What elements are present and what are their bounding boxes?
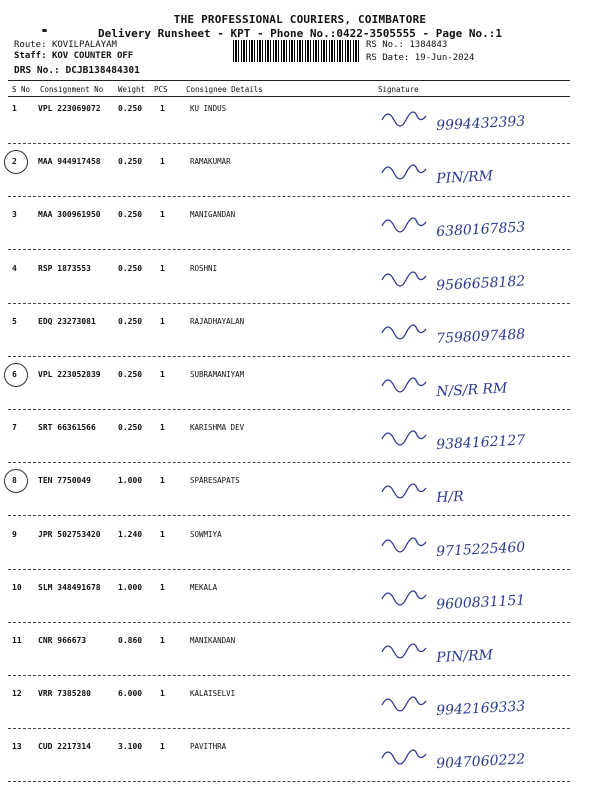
signature-area (376, 419, 566, 459)
row-weight: 0.250 (118, 104, 143, 113)
row-consignment: VRR 7385280 (38, 689, 91, 698)
row-separator (8, 303, 570, 304)
col-sno: S No (12, 85, 31, 94)
runsheet-subtitle: Delivery Runsheet - KPT - Phone No.:0422-3505555 - Page No.:1 (98, 27, 502, 40)
col-signature: Signature (378, 85, 419, 94)
row-sno: 7 (12, 423, 17, 432)
row-weight: 0.250 (118, 264, 143, 273)
row-consignment: CUD 2217314 (38, 742, 91, 751)
col-pcs: PCS (154, 85, 168, 94)
signature-handwriting: 9942169333 (435, 698, 526, 720)
row-consignment: CNR 966673 (38, 636, 87, 645)
row-pcs: 1 (160, 264, 165, 273)
signature-area (376, 206, 566, 246)
signature-scribble (382, 165, 426, 179)
row-separator (8, 249, 570, 250)
col-consignee: Consignee Details (186, 85, 263, 94)
row-weight: 3.100 (118, 742, 143, 751)
row-sno: 9 (12, 530, 17, 539)
row-consignee: MANIKANDAN (190, 636, 236, 645)
signature-scribble (382, 325, 426, 339)
row-consignee: SUBRAMANIYAM (190, 370, 245, 379)
drs-value: DCJB138484301 (65, 65, 140, 76)
row-separator (8, 196, 570, 197)
col-weight: Weight (118, 85, 146, 94)
row-weight: 0.860 (118, 636, 143, 645)
route-value: KOVILPALAYAM (51, 40, 117, 50)
rs-no-value: 1384843 (409, 40, 448, 50)
row-consignee: PAVITHRA (190, 742, 227, 751)
row-consignment: SLM 348491678 (38, 583, 101, 592)
signature-scribble (382, 591, 426, 605)
signature-area (376, 632, 566, 672)
row-pcs: 1 (160, 370, 165, 379)
row-consignee: SPARESAPATS (190, 476, 240, 485)
signature-area (376, 738, 566, 778)
signature-area (376, 153, 566, 193)
row-separator (8, 143, 570, 144)
row-weight: 0.250 (118, 157, 143, 166)
row-sno: 11 (12, 636, 22, 645)
row-sno: 5 (12, 317, 17, 326)
row-consignee: KU INDUS (190, 104, 227, 113)
row-sno: 6 (12, 370, 17, 379)
signature-scribble (382, 218, 426, 232)
rs-no-line (366, 40, 447, 50)
signature-handwriting: 9566658182 (435, 273, 526, 295)
row-consignee: RAMAKUMAR (190, 157, 231, 166)
row-sno: 1 (12, 104, 17, 113)
route-line (14, 40, 117, 50)
row-weight: 1.000 (118, 476, 143, 485)
signature-handwriting: 9715225460 (435, 539, 526, 561)
row-separator (8, 569, 570, 570)
signature-scribble (382, 697, 426, 711)
signature-handwriting: PIN/RM (435, 647, 494, 667)
row-weight: 6.000 (118, 689, 143, 698)
barcode (233, 40, 361, 62)
row-pcs: 1 (160, 317, 165, 326)
staff-label: Staff: (14, 51, 47, 61)
row-consignment: TEN 7750049 (38, 476, 91, 485)
signature-scribble (382, 750, 426, 764)
row-weight: 0.250 (118, 370, 143, 379)
signature-area (376, 366, 566, 406)
row-pcs: 1 (160, 210, 165, 219)
table-header-rule (8, 96, 570, 97)
row-sno: 10 (12, 583, 22, 592)
row-consignment: VPL 223052839 (38, 370, 101, 379)
signature-handwriting: 7598097488 (435, 326, 526, 348)
row-separator (8, 781, 570, 782)
row-consignee: KALAISELVI (190, 689, 236, 698)
route-label: Route: (14, 40, 47, 50)
signature-scribble (382, 378, 426, 392)
row-consignment: MAA 300961950 (38, 210, 101, 219)
row-separator (8, 622, 570, 623)
row-sno: 4 (12, 264, 17, 273)
signature-area (376, 472, 566, 512)
row-pcs: 1 (160, 689, 165, 698)
signature-handwriting: 9047060222 (435, 751, 526, 773)
circle-mark (4, 363, 28, 387)
row-consignee: MEKALA (190, 583, 218, 592)
rs-date-line (366, 53, 474, 63)
row-consignee: KARISHMA DEV (190, 423, 245, 432)
signature-handwriting: 9600831151 (435, 592, 526, 614)
row-sno: 3 (12, 210, 17, 219)
row-consignment: SRT 66361566 (38, 423, 96, 432)
row-sno: 12 (12, 689, 22, 698)
signature-scribble (382, 484, 426, 498)
row-weight: 0.250 (118, 423, 143, 432)
signature-area (376, 526, 566, 566)
row-pcs: 1 (160, 583, 165, 592)
row-pcs: 1 (160, 157, 165, 166)
row-weight: 1.240 (118, 530, 143, 539)
row-pcs: 1 (160, 636, 165, 645)
mark-dot (42, 29, 47, 32)
drs-label: DRS No.: (14, 65, 60, 76)
signature-handwriting: N/S/R RM (435, 380, 508, 401)
row-consignment: RSP 1873553 (38, 264, 91, 273)
signature-area (376, 313, 566, 353)
signature-scribble (382, 644, 426, 658)
staff-line (14, 51, 133, 61)
signature-scribble (382, 431, 426, 445)
col-consignment: Consignment No (40, 85, 104, 94)
drs-line (14, 65, 140, 76)
circle-mark (4, 150, 28, 174)
signature-area (376, 260, 566, 300)
staff-value: KOV COUNTER OFF (51, 51, 134, 61)
row-consignee: MANIGANDAN (190, 210, 236, 219)
row-sno: 2 (12, 157, 17, 166)
row-separator (8, 356, 570, 357)
signature-handwriting: 6380167853 (435, 219, 526, 241)
rs-date-value: 19-Jun-2024 (414, 53, 475, 63)
signature-handwriting: H/R (435, 488, 465, 507)
row-separator (8, 515, 570, 516)
row-sno: 13 (12, 742, 22, 751)
row-consignee: RAJADHAYALAN (190, 317, 245, 326)
rs-date-label: RS Date: (366, 53, 410, 63)
row-consignee: SOWMIYA (190, 530, 222, 539)
row-pcs: 1 (160, 423, 165, 432)
row-sno: 8 (12, 476, 17, 485)
row-weight: 0.250 (118, 210, 143, 219)
row-pcs: 1 (160, 742, 165, 751)
row-separator (8, 675, 570, 676)
circle-mark (4, 469, 28, 493)
signature-handwriting: 9994432393 (435, 113, 526, 135)
row-consignment: EDQ 23273081 (38, 317, 96, 326)
rs-no-label: RS No.: (366, 40, 404, 50)
row-separator (8, 409, 570, 410)
row-separator (8, 462, 570, 463)
table-top-rule (8, 80, 570, 81)
signature-scribble (382, 272, 426, 286)
row-weight: 1.000 (118, 583, 143, 592)
signature-scribble (382, 112, 426, 126)
row-separator (8, 728, 570, 729)
signature-handwriting: PIN/RM (435, 168, 494, 188)
signature-area (376, 100, 566, 140)
row-consignment: JPR 502753420 (38, 530, 101, 539)
signature-handwriting: 9384162127 (435, 432, 526, 454)
row-consignment: MAA 944917458 (38, 157, 101, 166)
row-pcs: 1 (160, 530, 165, 539)
row-consignee: ROSHNI (190, 264, 218, 273)
signature-scribble (382, 538, 426, 552)
signature-area (376, 685, 566, 725)
signature-area (376, 579, 566, 619)
row-weight: 0.250 (118, 317, 143, 326)
row-pcs: 1 (160, 476, 165, 485)
row-pcs: 1 (160, 104, 165, 113)
company-title: THE PROFESSIONAL COURIERS, COIMBATORE (173, 13, 427, 26)
row-consignment: VPL 223069072 (38, 104, 101, 113)
